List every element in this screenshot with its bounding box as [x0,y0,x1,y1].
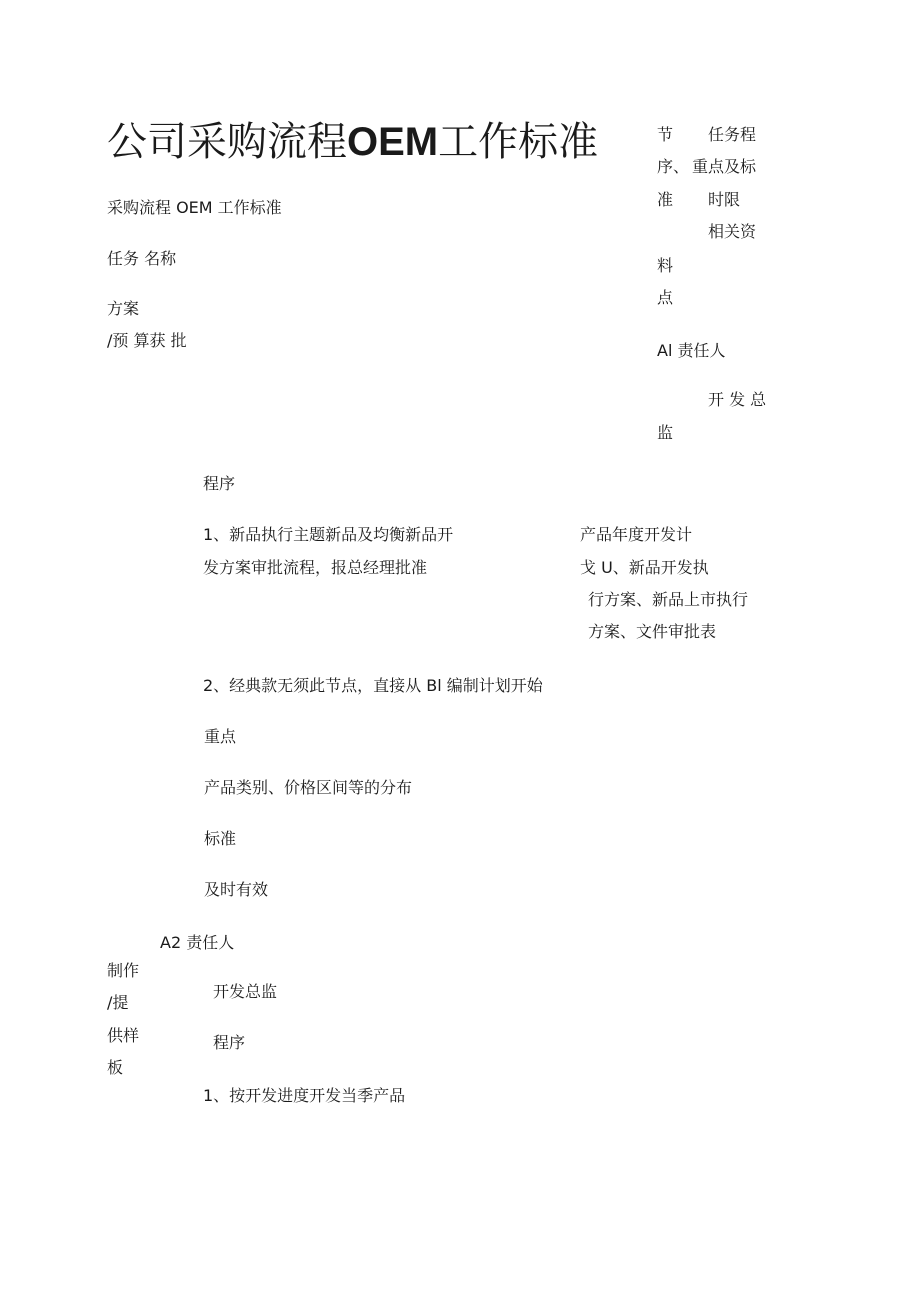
header-col1-line3: 准 [657,190,674,209]
scheme-label: 方案 [107,299,140,318]
a1-key-label: 重点 [204,727,237,746]
budget-approval-label: /预 算获 批 [107,331,187,350]
a1-standard-text: 及时有效 [204,880,269,899]
a1-key-text: 产品类别、价格区间等的分布 [204,778,413,797]
a1-doc-line2: 戈 U、新品开发执 [580,558,709,577]
make-provide-line4: 板 [107,1058,124,1077]
page-title [107,118,598,166]
a1-owner-name-line2: 监 [657,423,674,442]
make-provide-line2: /提 [107,993,129,1012]
a1-owner-name-line1: 开 发 总 [708,390,767,409]
header-col2-line3: 时限 [708,190,741,209]
a1-doc-line1: 产品年度开发计 [580,525,693,544]
a1-doc-line3: 行方案、新品上市执行 [588,590,749,609]
a1-standard-label: 标准 [204,829,237,848]
header-col2-line2: 重点及标 [692,157,757,176]
header-col1-line1: 节 [657,125,674,144]
a1-owner-label: Al 责任人 [657,341,726,360]
header-col2-line4: 相关资 [708,222,757,241]
title-part-2: OEM [347,120,439,164]
a1-step1-line1: 1、新品执行主题新品及均衡新品开 [203,525,454,544]
a2-owner-name: 开发总监 [213,982,278,1001]
title-part-1: 公司采购流程 [107,119,347,165]
task-name-label: 任务 名称 [107,249,177,268]
subtitle: 采购流程 OEM 工作标准 [107,198,282,217]
header-col2-line1: 任务程 [708,125,757,144]
header-col1-line2: 序、 [657,157,690,176]
a1-step2: 2、经典款无须此节点，直接从 Bl 编制计划开始 [203,676,543,695]
header-col1b-line1: 料 [657,256,674,275]
a1-step1-line2: 发方案审批流程，报总经理批准 [203,558,428,577]
header-col1b-line2: 点 [657,288,674,307]
a2-owner-label: A2 责任人 [160,933,235,952]
a1-program-label: 程序 [203,474,236,493]
a2-program-label: 程序 [213,1033,246,1052]
make-provide-line1: 制作 [107,961,140,980]
make-provide-line3: 供样 [107,1026,140,1045]
a1-doc-line4: 方案、文件审批表 [588,622,717,641]
title-part-3: 工作标准 [438,119,599,165]
a2-step1: 1、按开发进度开发当季产品 [203,1086,406,1105]
